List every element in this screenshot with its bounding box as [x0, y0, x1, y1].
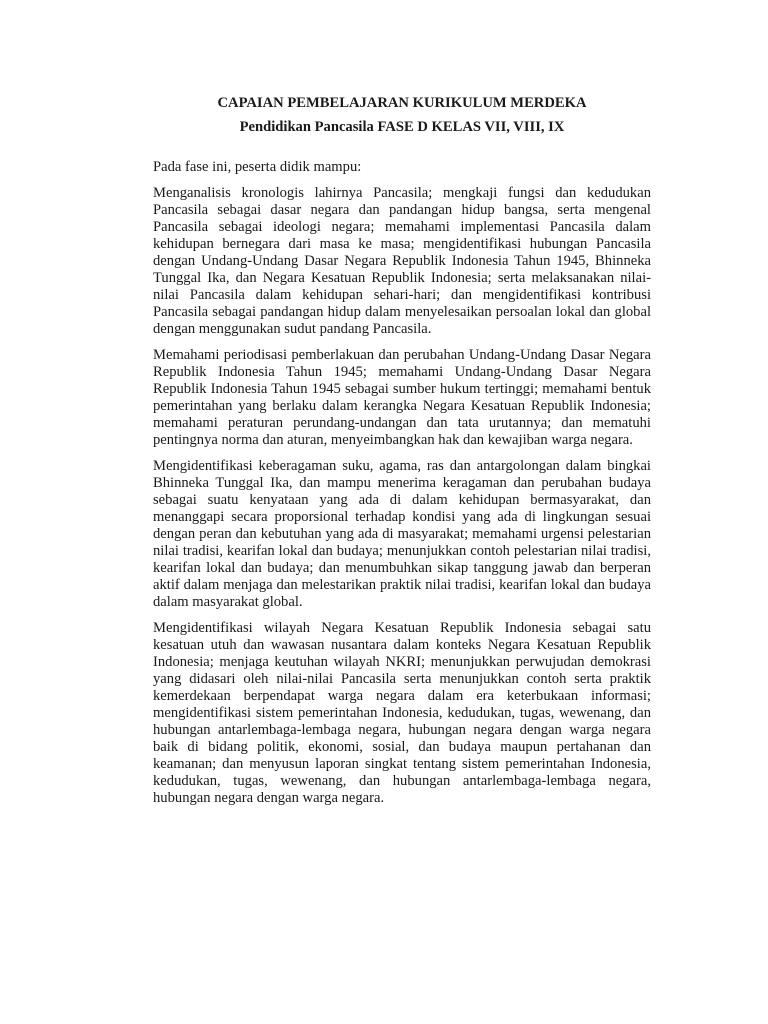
document-title: CAPAIAN PEMBELAJARAN KURIKULUM MERDEKA — [217, 95, 587, 111]
paragraph-2: Memahami periodisasi pemberlakuan dan perubahan Undang-Undang Dasar Negara Republik Indonesia Tahun 1945; memahami Undang-Undang Dasar Negara Republik Indonesia Tahun 1945 sebagai sumber hukum tertinggi; memahami bentuk pemerintahan yang berlaku dalam kerangka Negara Kesatuan Republik Indonesia; memahami peraturan perundang-undangan dan tata urutannya; dan mematuhi pentingnya norma dan aturan, menyeimbangkan hak dan kewajiban warga negara. — [153, 347, 651, 448]
document-page — [153, 93, 651, 807]
paragraph-1: Menganalisis kronologis lahirnya Pancasila; mengkaji fungsi dan kedudukan Pancasila sebagai dasar negara dan pandangan hidup bangsa, serta mengenal Pancasila sebagai ideologi negara; memahami implementasi Pancasila dalam kehidupan bernegara dari masa ke masa; mengidentifikasi hubungan Pancasila dengan Undang-Undang Dasar Negara Republik Indonesia Tahun 1945, Bhinneka Tunggal Ika, dan Negara Kesatuan Republik Indonesia; serta melaksanakan nilai-nilai Pancasila dalam kehidupan sehari-hari; dan mengidentifikasi kontribusi Pancasila sebagai pandangan hidup dalam menyelesaikan persoalan lokal dan global dengan menggunakan sudut pandang Pancasila. — [153, 185, 651, 337]
paragraph-4: Mengidentifikasi wilayah Negara Kesatuan Republik Indonesia sebagai satu kesatuan utuh dan wawasan nusantara dalam konteks Negara Kesatuan Republik Indonesia; menjaga keutuhan wilayah NKRI; menunjukkan perwujudan demokrasi yang didasari oleh nilai-nilai Pancasila serta menunjukkan contoh serta praktik kemerdekaan berpendapat warga negara dalam era keterbukaan informasi; mengidentifikasi sistem pemerintahan Indonesia, kedudukan, tugas, wewenang, dan hubungan antarlembaga-lembaga negara, hubungan negara dengan warga negara baik di bidang politik, ekonomi, sosial, dan budaya maupun pertahanan dan keamanan; dan menyusun laporan singkat tentang sistem pemerintahan Indonesia, kedudukan, tugas, wewenang, dan hubungan antarlembaga-lembaga negara, hubungan negara dengan warga negara. — [153, 620, 651, 806]
intro-text: Pada fase ini, peserta didik mampu: — [153, 159, 362, 175]
paragraph-3: Mengidentifikasi keberagaman suku, agama, ras dan antargolongan dalam bingkai Bhinneka Tunggal Ika, dan mampu menerima keragaman dan perubahan budaya sebagai suatu kenyataan yang ada di dalam kehidupan bermasyarakat, dan menanggapi secara proporsional terhadap kondisi yang ada di lingkungan sesuai dengan peran dan kebutuhan yang ada di masyarakat; memahami urgensi pelestarian nilai tradisi, kearifan lokal dan budaya; menunjukkan contoh pelestarian nilai tradisi, kearifan lokal dan budaya; dan menumbuhkan sikap tanggung jawab dan berperan aktif dalam menjaga dan melestarikan praktik nilai tradisi, kearifan lokal dan budaya dalam masyarakat global. — [153, 458, 651, 610]
document-subtitle: Pendidikan Pancasila FASE D KELAS VII, VIII, IX — [239, 119, 565, 135]
